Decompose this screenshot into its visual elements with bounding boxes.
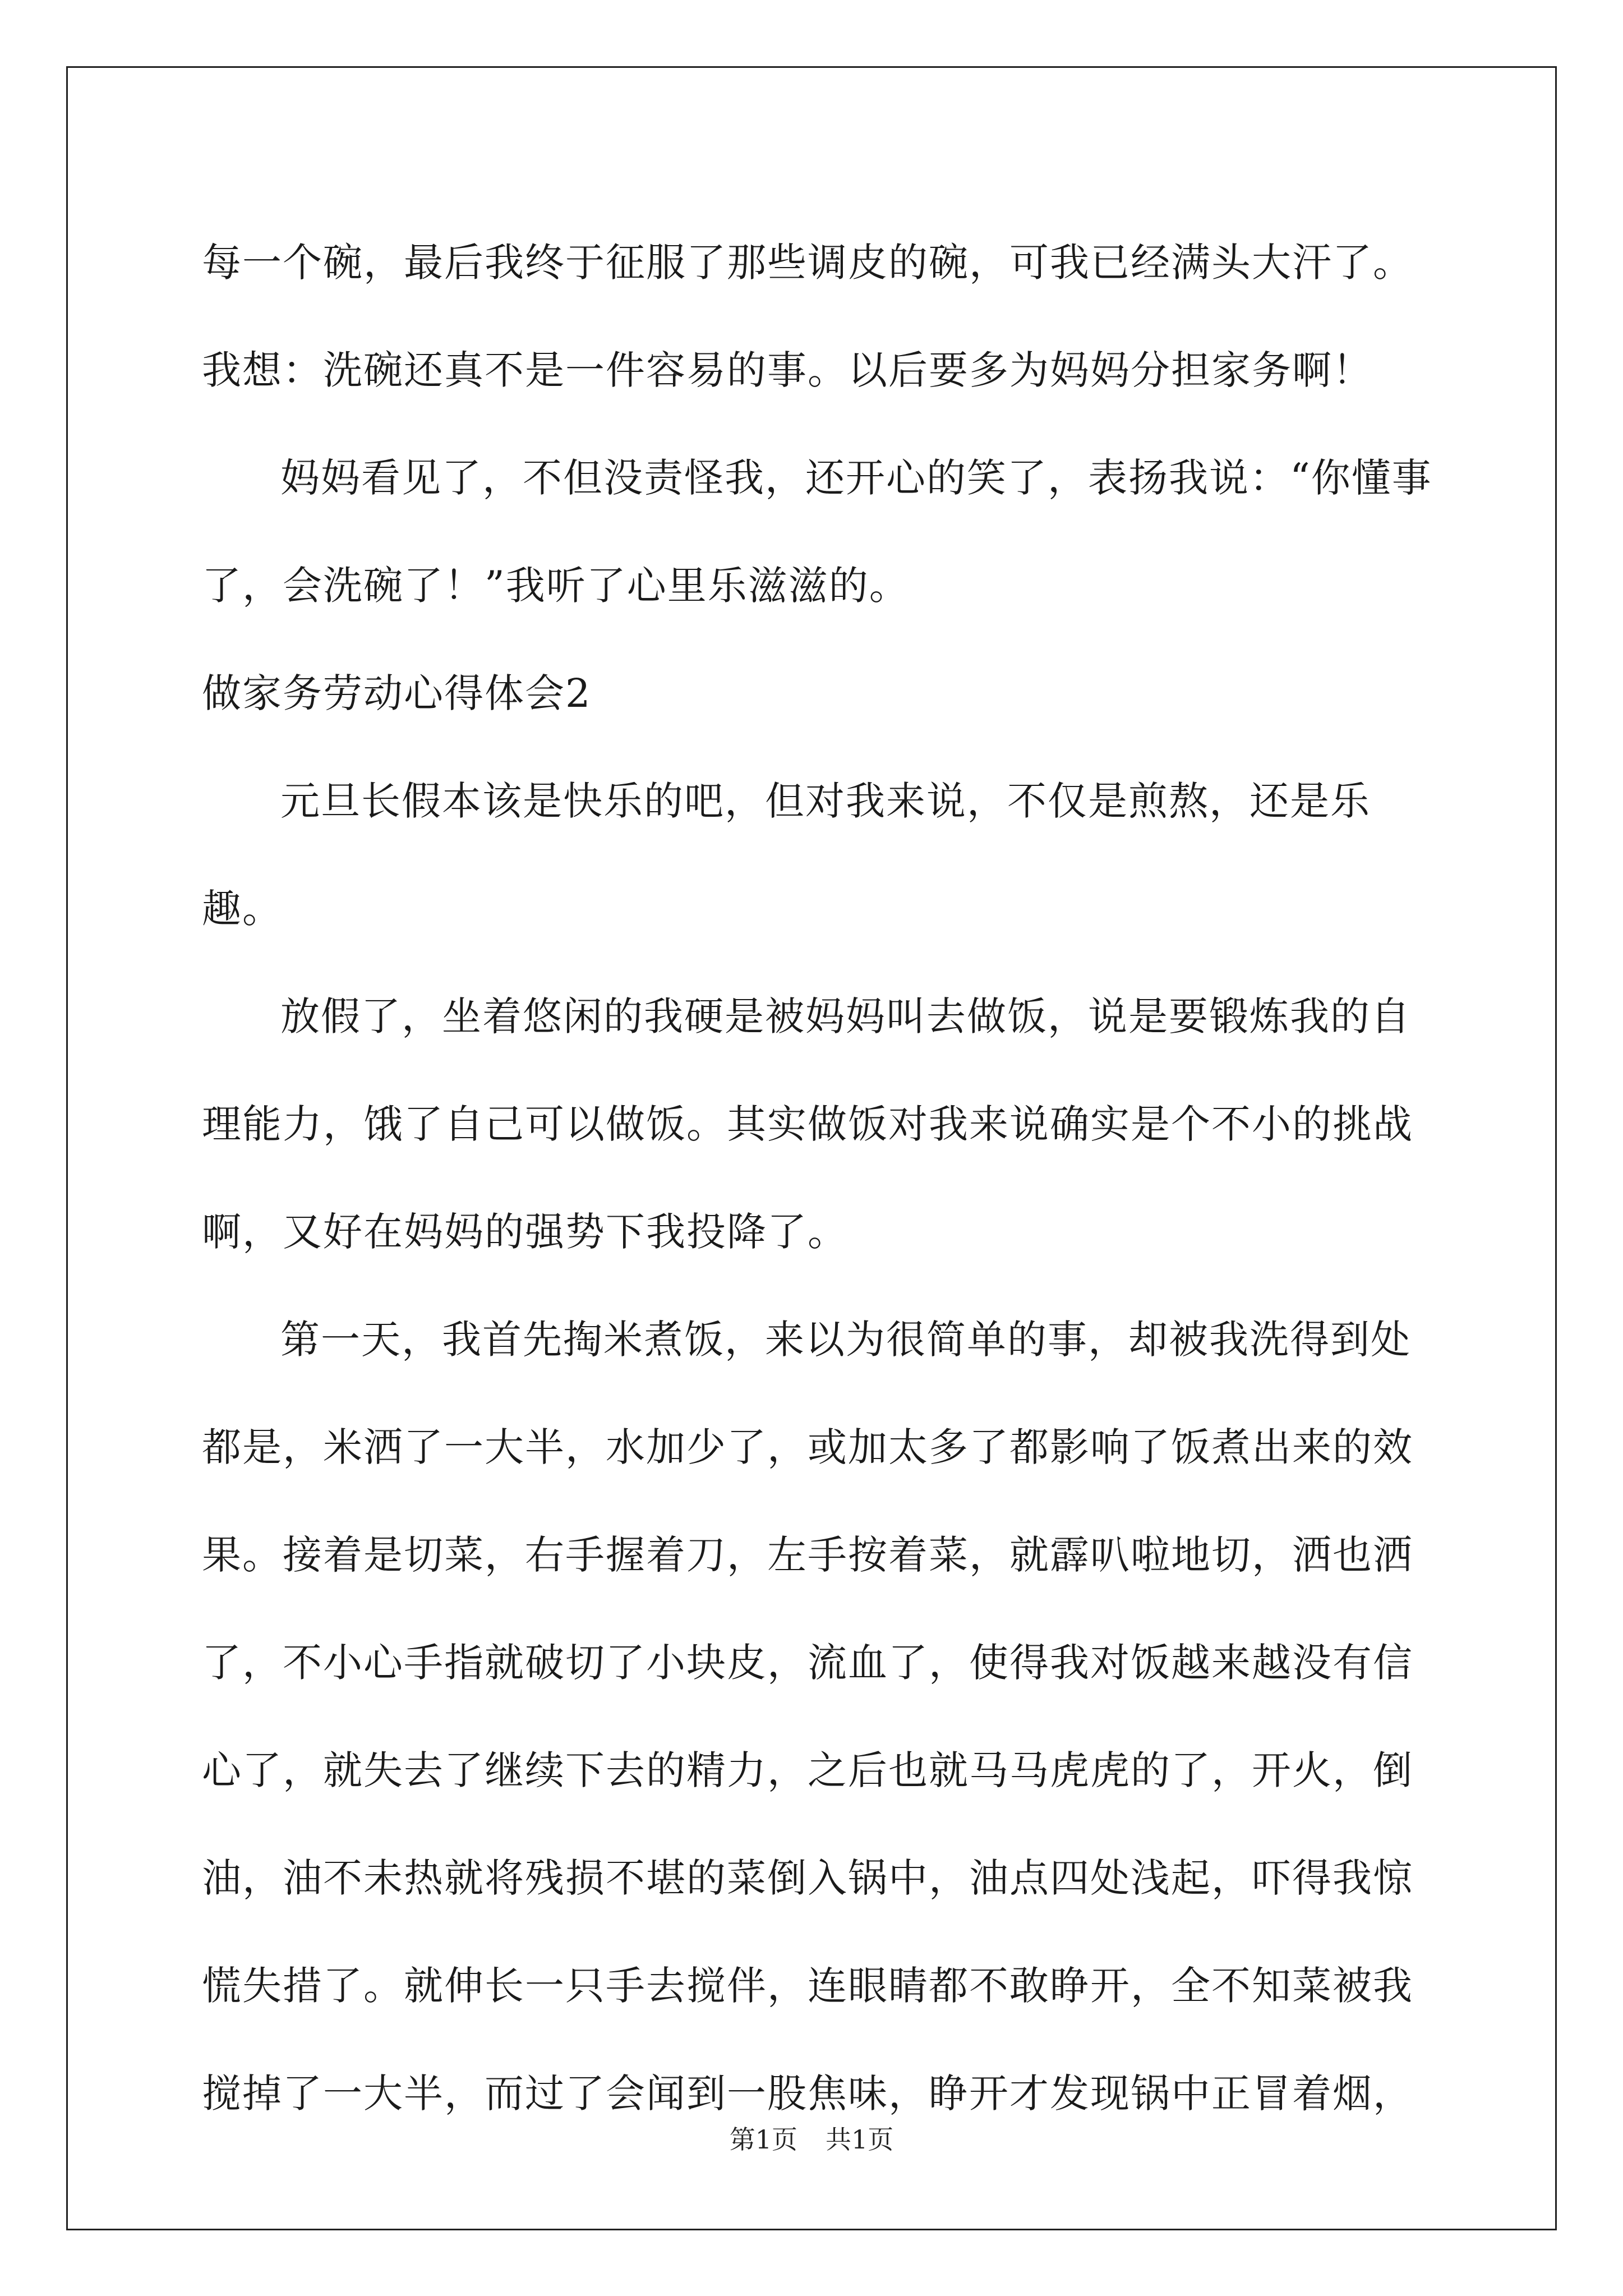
paragraph-2: 妈妈看见了，不但没责怪我，还开心的笑了，表扬我说：“你懂事了，会洗碗了！”我听了心里乐滋滋的。	[202, 455, 1432, 609]
section-heading: 做家务劳动心得体会2	[202, 670, 592, 716]
page-footer	[0, 2119, 1623, 2156]
paragraph-5: 第一天，我首先掏米煮饭，来以为很简单的事，却被我洗得到处都是，米洒了一大半，水加少了，或加太多了都影响了饭煮出来的效果。接着是切菜，右手握着刀，左手按着菜，就霹叭啦地切，洒也洒了，不小心手指就破切了小块皮，流血了，使得我对饭越来越没有信心了，就失去了继续下去的精力，之后也就马马虎虎的了，开火，倒油，油不未热就将残损不堪的菜倒入锅中，油点四处浅起，吓得我惊慌失措了。就伸长一只手去搅伴，连眼睛都不敢睁开，全不知菜被我搅掉了一大半，而过了会闻到一股焦味，睁开才发现锅中正冒着烟，	[202, 1317, 1413, 2116]
page-total: 共1页	[826, 2124, 894, 2155]
paragraph-3: 元旦长假本该是快乐的吧，但对我来说，不仅是煎熬，还是乐趣。	[202, 778, 1371, 932]
paragraph-4: 放假了，坐着悠闲的我硬是被妈妈叫去做饭，说是要锻炼我的自理能力，饿了自己可以做饭。其实做饭对我来说确实是个不小的挑战啊，又好在妈妈的强势下我投降了。	[202, 993, 1413, 1255]
paragraph-1: 每一个碗，最后我终于征服了那些调皮的碗，可我已经满头大汗了。我想：洗碗还真不是一件容易的事。以后要多为妈妈分担家务啊！	[202, 240, 1413, 393]
page-number: 第1页	[729, 2124, 797, 2155]
document-body	[202, 209, 1436, 2147]
